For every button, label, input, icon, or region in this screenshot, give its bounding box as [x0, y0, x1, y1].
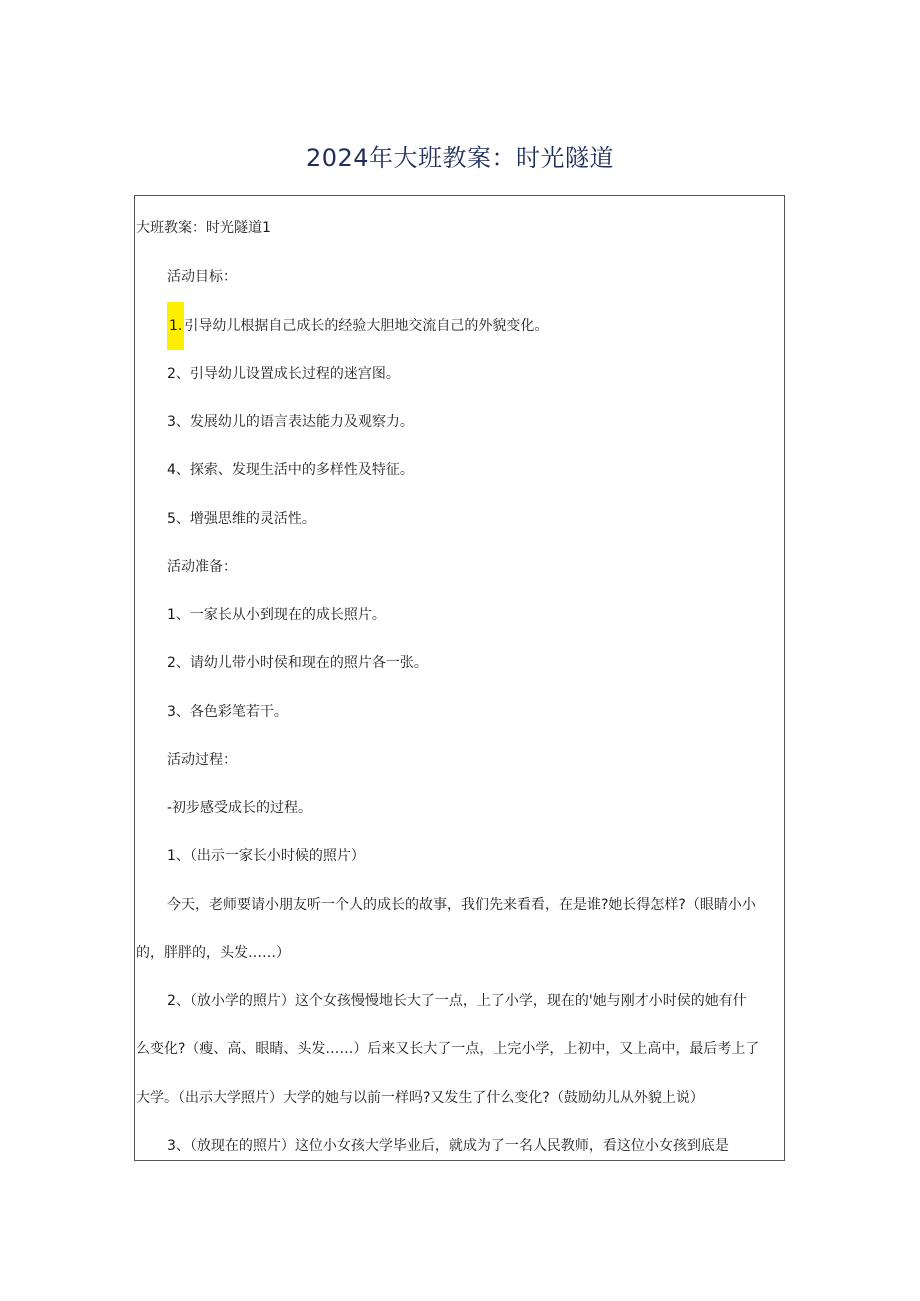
- goal-item-4: 4、探索、发现生活中的多样性及特征。: [167, 462, 414, 478]
- page-title: 2024年大班教案：时光隧道: [305, 144, 615, 172]
- goals-label: 活动目标：: [167, 269, 237, 285]
- goal-item-1: [135, 316, 785, 336]
- lesson-heading: 大班教案：时光隧道1: [136, 220, 271, 236]
- highlighted-number: 1.: [167, 302, 184, 350]
- prep-item-3: 3、各色彩笔若干。: [167, 704, 288, 720]
- prep-item-1: 1、一家长从小到现在的成长照片。: [167, 607, 386, 623]
- paragraph-1-line-1: 今天，老师要请小朋友听一个人的成长的故事，我们先来看看，在是谁?她长得怎样?（眼睛小小: [167, 897, 756, 913]
- goal-item-2: 2、引导幼儿设置成长过程的迷宫图。: [167, 366, 400, 382]
- paragraph-3-line-1: 3、（放现在的照片）这位小女孩大学毕业后，就成为了一名人民教师，看这位小女孩到底是: [167, 1138, 729, 1154]
- paragraph-2-line-1: 2、（放小学的照片）这个女孩慢慢地长大了一点，上了小学，现在的'她与刚才小时侯的她有什: [167, 993, 747, 1009]
- prep-item-2: 2、请幼儿带小时侯和现在的照片各一张。: [167, 655, 428, 671]
- goal-item-1-text: 引导幼儿根据自己成长的经验大胆地交流自己的外貌变化。: [184, 318, 549, 334]
- prep-label: 活动准备：: [167, 559, 237, 575]
- step-heading: -初步感受成长的过程。: [167, 800, 313, 816]
- paragraph-2-line-3: 大学。（出示大学照片）大学的她与以前一样吗?又发生了什么变化?（鼓励幼儿从外貌上说）: [136, 1090, 704, 1106]
- process-label: 活动过程：: [167, 752, 237, 768]
- paragraph-1-line-2: 的，胖胖的，头发……）: [136, 945, 290, 961]
- step-item-1: 1、（出示一家长小时候的照片）: [167, 848, 365, 864]
- paragraph-2-line-2: 么变化?（瘦、高、眼睛、头发……）后来又长大了一点，上完小学，上初中，又上高中，最后考上了: [136, 1041, 760, 1057]
- document-content-box: [134, 195, 785, 1161]
- goal-item-5: 5、增强思维的灵活性。: [167, 511, 316, 527]
- goal-item-3: 3、发展幼儿的语言表达能力及观察力。: [167, 414, 414, 430]
